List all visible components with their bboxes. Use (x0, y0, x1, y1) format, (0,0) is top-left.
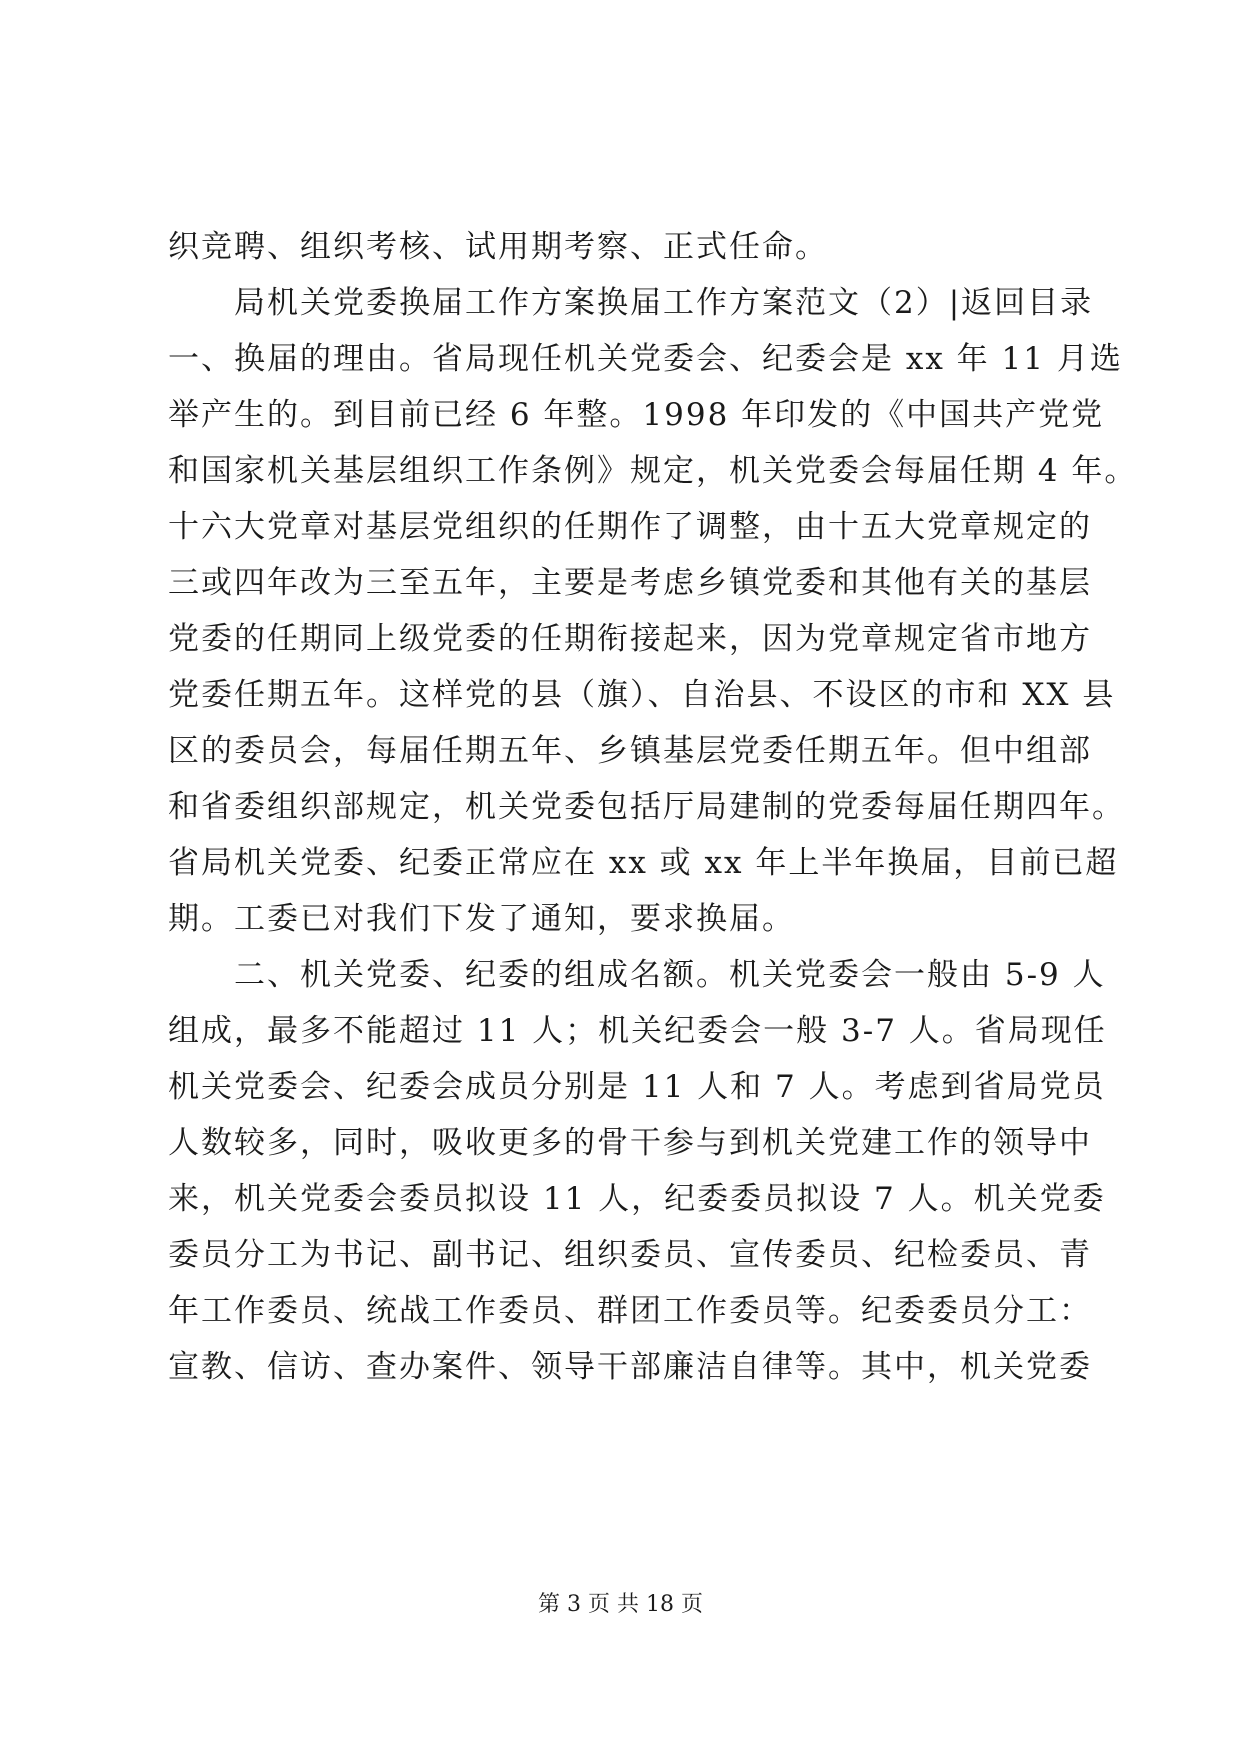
text-line: 党委任期五年。这样党的县（旗）、自治县、不设区的市和 XX 县 (168, 677, 1116, 713)
text-line: 期。工委已对我们下发了通知，要求换届。 (168, 901, 795, 937)
text-line: 织竞聘、组织考核、试用期考察、正式任命。 (168, 229, 828, 265)
text-line: 省局机关党委、纪委正常应在 xx 或 xx 年上半年换届，目前已超 (168, 845, 1119, 881)
text-line: 年工作委员、统战工作委员、群团工作委员等。纪委委员分工： (168, 1293, 1092, 1329)
section-heading-line: 局机关党委换届工作方案换届工作方案范文（2）|返回目录 (234, 285, 1094, 321)
text-line: 机关党委会、纪委会成员分别是 11 人和 7 人。考虑到省局党员 (168, 1069, 1106, 1105)
text-line: 一、换届的理由。省局现任机关党委会、纪委会是 xx 年 11 月选 (168, 341, 1123, 377)
text-line: 和省委组织部规定，机关党委包括厅局建制的党委每届任期四年。 (168, 789, 1125, 825)
page-number-footer: 第 3 页 共 18 页 (538, 1592, 703, 1617)
text-line: 委员分工为书记、副书记、组织委员、宣传委员、纪检委员、青 (168, 1237, 1092, 1273)
text-line: 十六大党章对基层党组织的任期作了调整，由十五大党章规定的 (168, 509, 1092, 545)
text-line: 组成，最多不能超过 11 人；机关纪委会一般 3-7 人。省局现任 (168, 1013, 1107, 1049)
text-line: 三或四年改为三至五年，主要是考虑乡镇党委和其他有关的基层 (168, 565, 1092, 601)
text-line: 宣教、信访、查办案件、领导干部廉洁自律等。其中，机关党委 (168, 1349, 1092, 1385)
text-line: 人数较多，同时，吸收更多的骨干参与到机关党建工作的领导中 (168, 1125, 1092, 1161)
text-line: 来，机关党委会委员拟设 11 人，纪委委员拟设 7 人。机关党委 (168, 1181, 1106, 1217)
text-line: 党委的任期同上级党委的任期衔接起来，因为党章规定省市地方 (168, 621, 1092, 657)
text-line: 举产生的。到目前已经 6 年整。1998 年印发的《中国共产党党 (168, 397, 1105, 433)
text-line: 和国家机关基层组织工作条例》规定，机关党委会每届任期 4 年。 (168, 453, 1138, 489)
text-line: 二、机关党委、纪委的组成名额。机关党委会一般由 5-9 人 (234, 957, 1106, 993)
text-line: 区的委员会，每届任期五年、乡镇基层党委任期五年。但中组部 (168, 733, 1092, 769)
